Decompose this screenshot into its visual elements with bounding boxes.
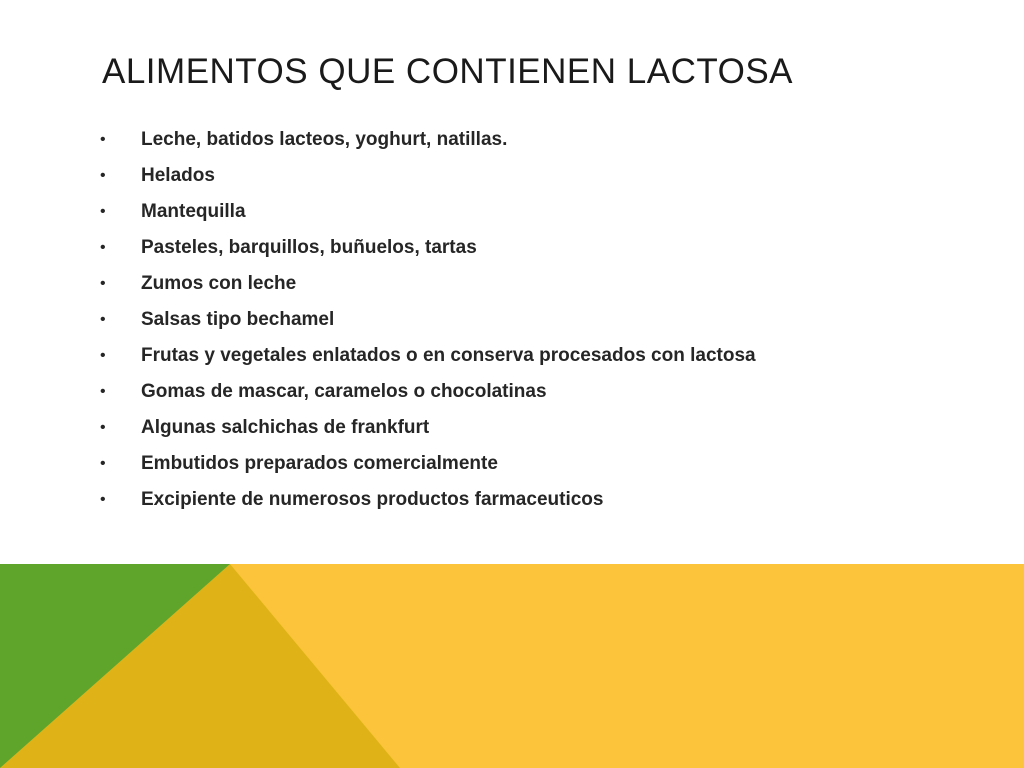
list-item-text: Salsas tipo bechamel: [141, 309, 335, 330]
list-item: [100, 374, 756, 410]
list-item: [100, 410, 756, 446]
bullet-icon: •: [100, 275, 106, 292]
list-item-text: Excipiente de numerosos productos farmaceuticos: [141, 489, 604, 510]
list-item-text: Embutidos preparados comercialmente: [141, 453, 498, 474]
bullet-icon: •: [100, 167, 106, 184]
bullet-icon: •: [100, 491, 106, 508]
bullet-icon: •: [100, 383, 106, 400]
bullet-icon: •: [100, 455, 106, 472]
list-item-text: Mantequilla: [141, 201, 246, 222]
bullet-icon: •: [100, 347, 106, 364]
bullet-icon: •: [100, 311, 106, 328]
list-item-text: Leche, batidos lacteos, yoghurt, natillas.: [141, 129, 508, 150]
list-item: [100, 194, 756, 230]
list-item: [100, 230, 756, 266]
list-item-text: Gomas de mascar, caramelos o chocolatinas: [141, 381, 547, 402]
list-item: [100, 338, 756, 374]
bullet-icon: •: [100, 131, 106, 148]
slide-title: ALIMENTOS QUE CONTIENEN LACTOSA: [102, 52, 794, 91]
bullet-list: [100, 122, 756, 518]
list-item: [100, 446, 756, 482]
list-item: [100, 158, 756, 194]
list-item: [100, 266, 756, 302]
list-item-text: Pasteles, barquillos, buñuelos, tartas: [141, 237, 477, 258]
decorative-band: [0, 564, 1024, 768]
bullet-icon: •: [100, 239, 106, 256]
list-item-text: Helados: [141, 165, 215, 186]
list-item: [100, 122, 756, 158]
list-item-text: Frutas y vegetales enlatados o en conserva procesados con lactosa: [141, 345, 756, 366]
list-item: [100, 482, 756, 518]
bullet-icon: •: [100, 203, 106, 220]
bullet-icon: •: [100, 419, 106, 436]
list-item: [100, 302, 756, 338]
list-item-text: Zumos con leche: [141, 273, 297, 294]
list-item-text: Algunas salchichas de frankfurt: [141, 417, 430, 438]
